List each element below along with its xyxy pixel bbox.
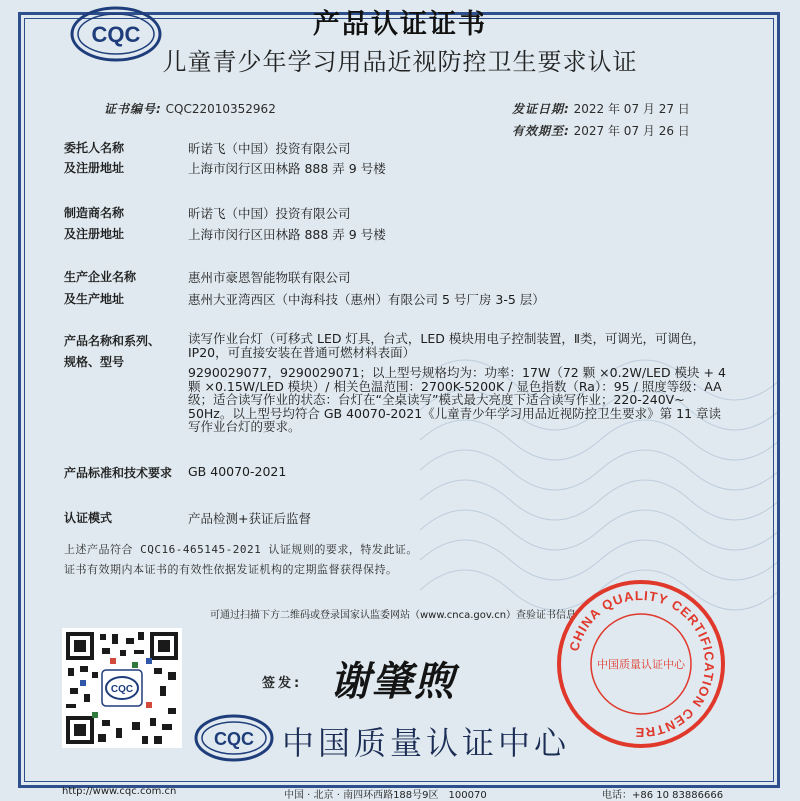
certificate-title: 产品认证证书	[313, 9, 487, 40]
applicant-name: 昕诺飞（中国）投资有限公司	[188, 141, 351, 156]
signature-label: 签发:	[262, 676, 303, 691]
applicant-label-2: 及注册地址	[64, 161, 125, 175]
issuer-logo-text: CQC	[214, 729, 254, 749]
expiry-date-label: 有效期至:	[512, 124, 570, 138]
product-models: 9290029077，9290029071；以上型号规格均为：功率：17W（72 颗 ×0.2W/LED 模块 + 4 颗 ×0.15W/LED 模块）/ 相关色温范围：2700K-5200K / 显色指数（Ra）：95 / 照度等级：AA 级；适合读写作业的状态：台灯在“全桌读写”模式最大亮度下适合读写作业；220-240V~ 50Hz。以上型号均符合 GB 40070-2021《儿童青少年学习用品近视防控卫生要求》第 11 章读写作业台灯的要求。	[188, 365, 726, 435]
issue-date-label: 发证日期:	[512, 102, 570, 116]
manufacturer-label-2: 及注册地址	[64, 227, 125, 241]
seal-outer-text: CHINA QUALITY CERTIFICATION CENTRE	[566, 587, 718, 741]
footer-address: 中国 · 北京 · 南四环西路188号9区 100070	[284, 790, 487, 801]
factory-address: 惠州大亚湾西区（中海科技（惠州）有限公司 5 号厂房 3-5 层）	[188, 292, 545, 307]
certification-seal	[555, 578, 727, 750]
manufacturer-address: 上海市闵行区田林路 888 弄 9 号楼	[188, 227, 386, 242]
expiry-date-value: 2027 年 07 月 26 日	[573, 124, 690, 138]
footer-phone: 电话：+86 10 83886666	[602, 790, 724, 801]
applicant-address: 上海市闵行区田林路 888 弄 9 号楼	[188, 161, 386, 176]
qr-logo-text: CQC	[110, 684, 134, 695]
issuer-cqc-logo	[192, 712, 276, 764]
certificate-number-value: CQC22010352962	[165, 102, 276, 116]
footer-website[interactable]: http://www.cqc.com.cn	[62, 786, 177, 797]
manufacturer-name: 昕诺飞（中国）投资有限公司	[188, 206, 351, 221]
cqc-logo-text: CQC	[91, 22, 141, 47]
seal-inner-text: 中国质量认证中心	[597, 658, 685, 671]
verify-text: 可通过扫描下方二维码或登录国家认监委网站（www.cnca.gov.cn）查验证书信息	[210, 610, 577, 621]
manufacturer-label-1: 制造商名称	[64, 206, 125, 220]
factory-label-1: 生产企业名称	[64, 270, 137, 284]
issuer-name: 中国质量认证中心	[282, 724, 571, 762]
product-description: 读写作业台灯（可移式 LED 灯具，台式，LED 模块用电子控制装置，Ⅱ类，可调光，可调色，IP20，可直接安装在普通可燃材料表面）	[188, 331, 706, 360]
certificate-number	[104, 100, 276, 117]
factory-name: 惠州市豪恩智能物联有限公司	[188, 270, 351, 285]
mode-label: 认证模式	[64, 511, 113, 525]
issue-date-value: 2022 年 07 月 27 日	[573, 102, 690, 116]
product-label-1: 产品名称和系列、	[64, 334, 161, 348]
expiry-date	[512, 122, 690, 139]
issue-date	[512, 100, 690, 117]
note-line-2: 证书有效期内本证书的有效性依据发证机构的定期监督获得保持。	[64, 563, 398, 576]
product-label-2: 规格、型号	[64, 355, 125, 369]
certificate-number-label: 证书编号:	[104, 102, 162, 116]
note-line-1: 上述产品符合 CQC16-465145-2021 认证规则的要求，特发此证。	[64, 543, 418, 556]
mode-value: 产品检测+获证后监督	[188, 511, 311, 526]
factory-label-2: 及生产地址	[64, 292, 125, 306]
qr-code[interactable]	[62, 628, 182, 748]
certificate-subtitle: 儿童青少年学习用品近视防控卫生要求认证	[162, 48, 638, 76]
standard-value: GB 40070-2021	[188, 464, 287, 479]
standard-label: 产品标准和技术要求	[64, 466, 173, 480]
applicant-label-1: 委托人名称	[64, 141, 125, 155]
signature-name: 谢肇煦	[330, 658, 456, 705]
